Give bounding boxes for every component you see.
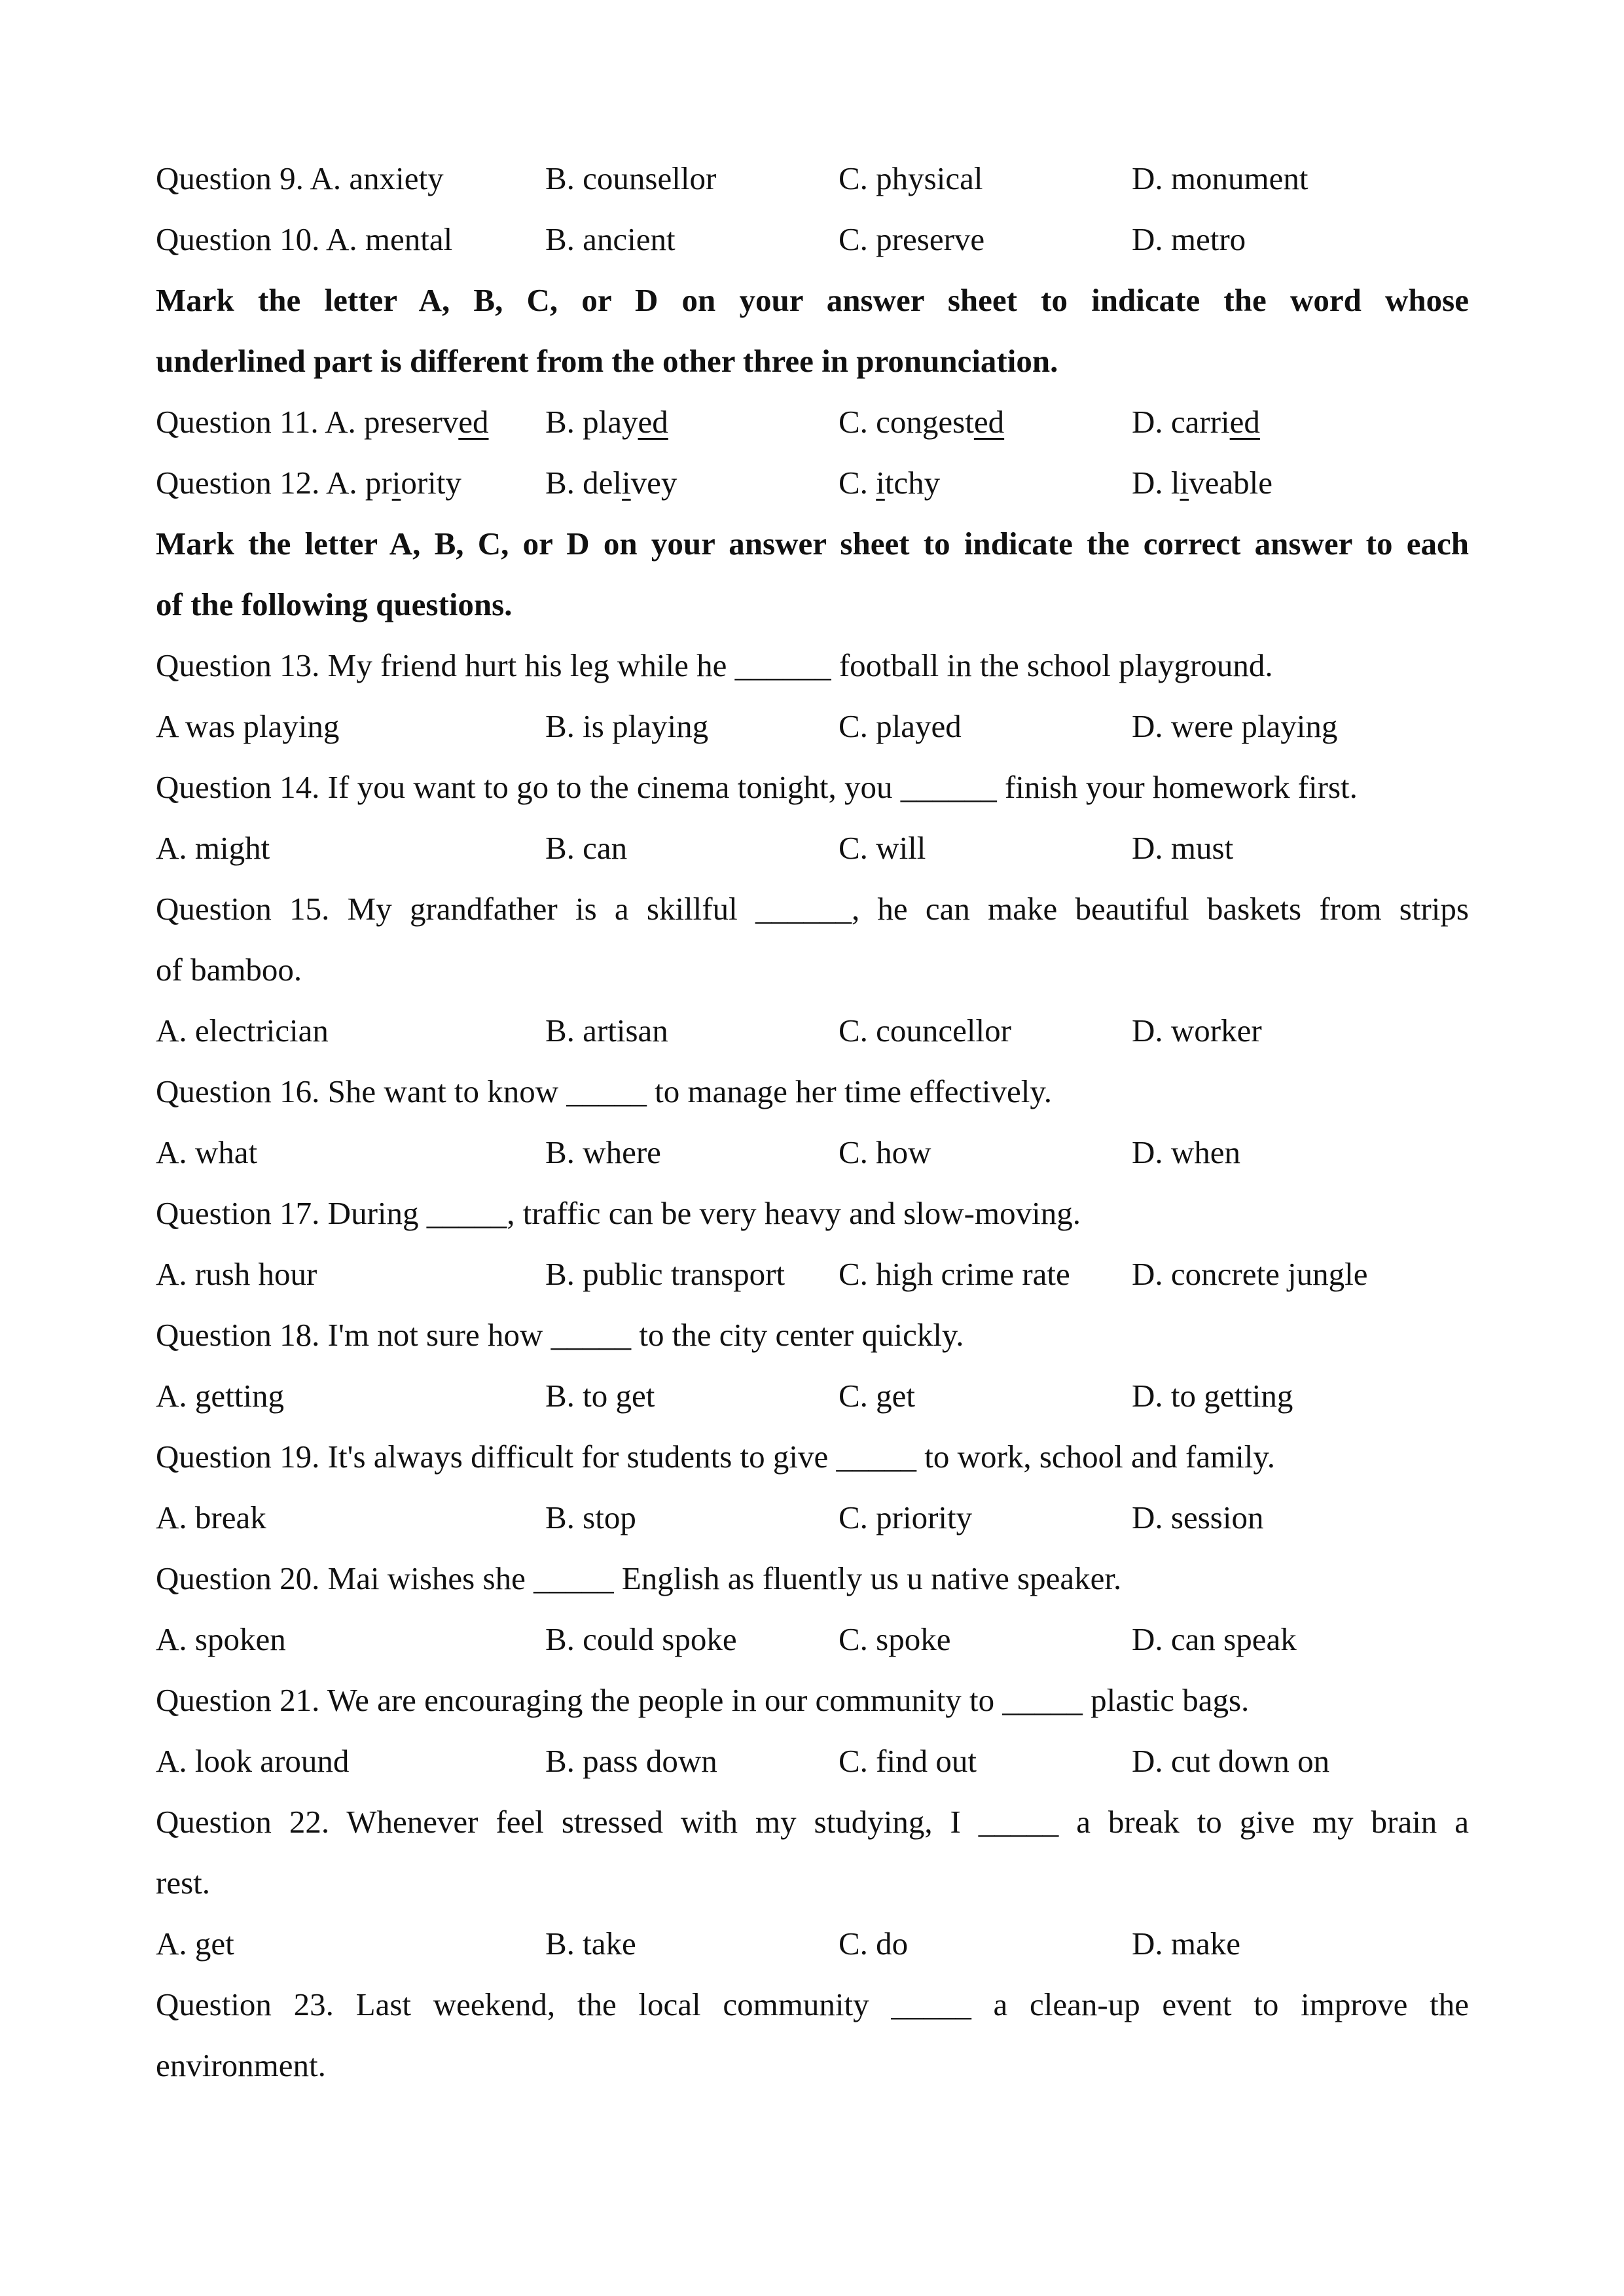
option-a: A. get xyxy=(156,1926,234,1962)
question-13-options xyxy=(156,696,1469,757)
underlined-part: i xyxy=(1180,465,1189,501)
question-12-option-c: C. itchy xyxy=(839,465,941,501)
underlined-part: ed xyxy=(458,404,489,440)
instruction-correct-answer-line-2: of the following questions. xyxy=(156,586,513,622)
question-23-stem-line-1: Question 23. Last weekend, the local community _____ a clean-up event to improve the xyxy=(156,1986,1469,2022)
option-b: B. take xyxy=(545,1926,636,1962)
question-10-option-a: Question 10. A. mental xyxy=(156,221,453,257)
option-a: A. electrician xyxy=(156,1013,329,1049)
worksheet-page xyxy=(156,148,1469,2096)
option-c: C. get xyxy=(839,1378,916,1414)
option-b: B. is playing xyxy=(545,708,709,744)
question-19-stem: Question 19. It's always difficult for students to give _____ to work, school and family. xyxy=(156,1439,1275,1475)
question-18-stem: Question 18. I'm not sure how _____ to the city center quickly. xyxy=(156,1317,964,1353)
underlined-part: ed xyxy=(1229,404,1260,440)
question-label: Question 12. xyxy=(156,465,320,501)
question-9-option-d: D. monument xyxy=(1132,160,1308,196)
underlined-part: i xyxy=(622,465,631,501)
option-b: B. stop xyxy=(545,1499,636,1535)
question-14-options xyxy=(156,817,1469,878)
option-c: C. how xyxy=(839,1134,931,1170)
instruction-pronunciation-line-2: underlined part is different from the other three in pronunciation. xyxy=(156,343,1058,379)
option-b: B. could spoke xyxy=(545,1621,737,1657)
question-11-option-a: Question 11. A. preserved xyxy=(156,404,489,440)
question-22-stem-line-2: rest. xyxy=(156,1865,210,1901)
question-20-options xyxy=(156,1609,1469,1670)
option-d: D. make xyxy=(1132,1926,1240,1962)
question-15-options xyxy=(156,1000,1469,1061)
option-d: D. to getting xyxy=(1132,1378,1293,1414)
option-c: C. priority xyxy=(839,1499,973,1535)
option-c: C. spoke xyxy=(839,1621,951,1657)
question-22-stem-line-1: Question 22. Whenever feel stressed with my studying, I _____ a break to give my brain a xyxy=(156,1804,1469,1840)
option-a: A. spoken xyxy=(156,1621,286,1657)
question-11-option-c: C. congested xyxy=(839,404,1005,440)
question-15-stem-line-1: Question 15. My grandfather is a skillful ______, he can make beautiful baskets from strips xyxy=(156,891,1469,927)
underlined-part: i xyxy=(876,465,885,501)
question-15-stem-line-2: of bamboo. xyxy=(156,952,302,988)
question-9-row xyxy=(156,148,1469,209)
question-10-option-c: C. preserve xyxy=(839,221,985,257)
option-d: D. concrete jungle xyxy=(1132,1256,1368,1292)
option-a: A. rush hour xyxy=(156,1256,317,1292)
instruction-pronunciation-line-1: Mark the letter A, B, C, or D on your answer sheet to indicate the word whose xyxy=(156,282,1469,318)
question-9-option-b: B. counsellor xyxy=(545,160,717,196)
question-10-option-b: B. ancient xyxy=(545,221,676,257)
option-a: A. break xyxy=(156,1499,266,1535)
instruction-correct-answer-line-1: Mark the letter A, B, C, or D on your answer sheet to indicate the correct answer to each xyxy=(156,526,1469,562)
question-18-options xyxy=(156,1365,1469,1426)
question-12-option-d: D. liveable xyxy=(1132,465,1272,501)
option-c: C. do xyxy=(839,1926,909,1962)
option-a: A. what xyxy=(156,1134,258,1170)
question-21-options xyxy=(156,1731,1469,1791)
question-9-option-c: C. physical xyxy=(839,160,983,196)
option-c: C. played xyxy=(839,708,962,744)
option-d: D. when xyxy=(1132,1134,1241,1170)
question-9-option-a: Question 9. A. anxiety xyxy=(156,160,444,196)
option-d: D. cut down on xyxy=(1132,1743,1330,1779)
question-23-stem-line-2: environment. xyxy=(156,2047,326,2083)
option-b: B. pass down xyxy=(545,1743,717,1779)
option-a: A. look around xyxy=(156,1743,350,1779)
option-a: A. might xyxy=(156,830,270,866)
option-d: D. can speak xyxy=(1132,1621,1297,1657)
question-11-option-d: D. carried xyxy=(1132,404,1260,440)
option-d: D. were playing xyxy=(1132,708,1338,744)
question-12-option-a: Question 12. A. priority xyxy=(156,465,461,501)
question-17-stem: Question 17. During _____, traffic can be very heavy and slow-moving. xyxy=(156,1195,1081,1231)
question-12-row xyxy=(156,452,1469,513)
option-d: D. must xyxy=(1132,830,1234,866)
option-a: A was playing xyxy=(156,708,340,744)
question-13-stem: Question 13. My friend hurt his leg while he ______ football in the school playground. xyxy=(156,647,1273,683)
option-a: A. getting xyxy=(156,1378,284,1414)
option-b: B. public transport xyxy=(545,1256,785,1292)
question-label: Question 11. xyxy=(156,404,319,440)
option-b: B. to get xyxy=(545,1378,655,1414)
question-11-option-b: B. played xyxy=(545,404,668,440)
option-b: B. artisan xyxy=(545,1013,668,1049)
question-label: Question 10. xyxy=(156,221,320,257)
question-17-options xyxy=(156,1244,1469,1304)
question-10-row xyxy=(156,209,1469,270)
option-c: C. councellor xyxy=(839,1013,1011,1049)
option-b: B. can xyxy=(545,830,628,866)
underlined-part: i xyxy=(391,465,401,501)
option-d: D. session xyxy=(1132,1499,1264,1535)
underlined-part: ed xyxy=(638,404,668,440)
option-c: C. will xyxy=(839,830,926,866)
question-22-options xyxy=(156,1913,1469,1974)
question-12-option-b: B. delivey xyxy=(545,465,677,501)
question-16-options xyxy=(156,1122,1469,1183)
option-b: B. where xyxy=(545,1134,661,1170)
question-10-option-d: D. metro xyxy=(1132,221,1246,257)
option-c: C. find out xyxy=(839,1743,977,1779)
question-19-options xyxy=(156,1487,1469,1548)
question-label: Question 9. xyxy=(156,160,304,196)
question-14-stem: Question 14. If you want to go to the cinema tonight, you ______ finish your homework first. xyxy=(156,769,1358,805)
question-21-stem: Question 21. We are encouraging the people in our community to _____ plastic bags. xyxy=(156,1682,1250,1718)
option-d: D. worker xyxy=(1132,1013,1262,1049)
underlined-part: ed xyxy=(973,404,1005,440)
option-c: C. high crime rate xyxy=(839,1256,1070,1292)
question-20-stem: Question 20. Mai wishes she _____ English as fluently us u native speaker. xyxy=(156,1560,1122,1596)
question-11-row xyxy=(156,391,1469,452)
question-16-stem: Question 16. She want to know _____ to manage her time effectively. xyxy=(156,1073,1052,1109)
